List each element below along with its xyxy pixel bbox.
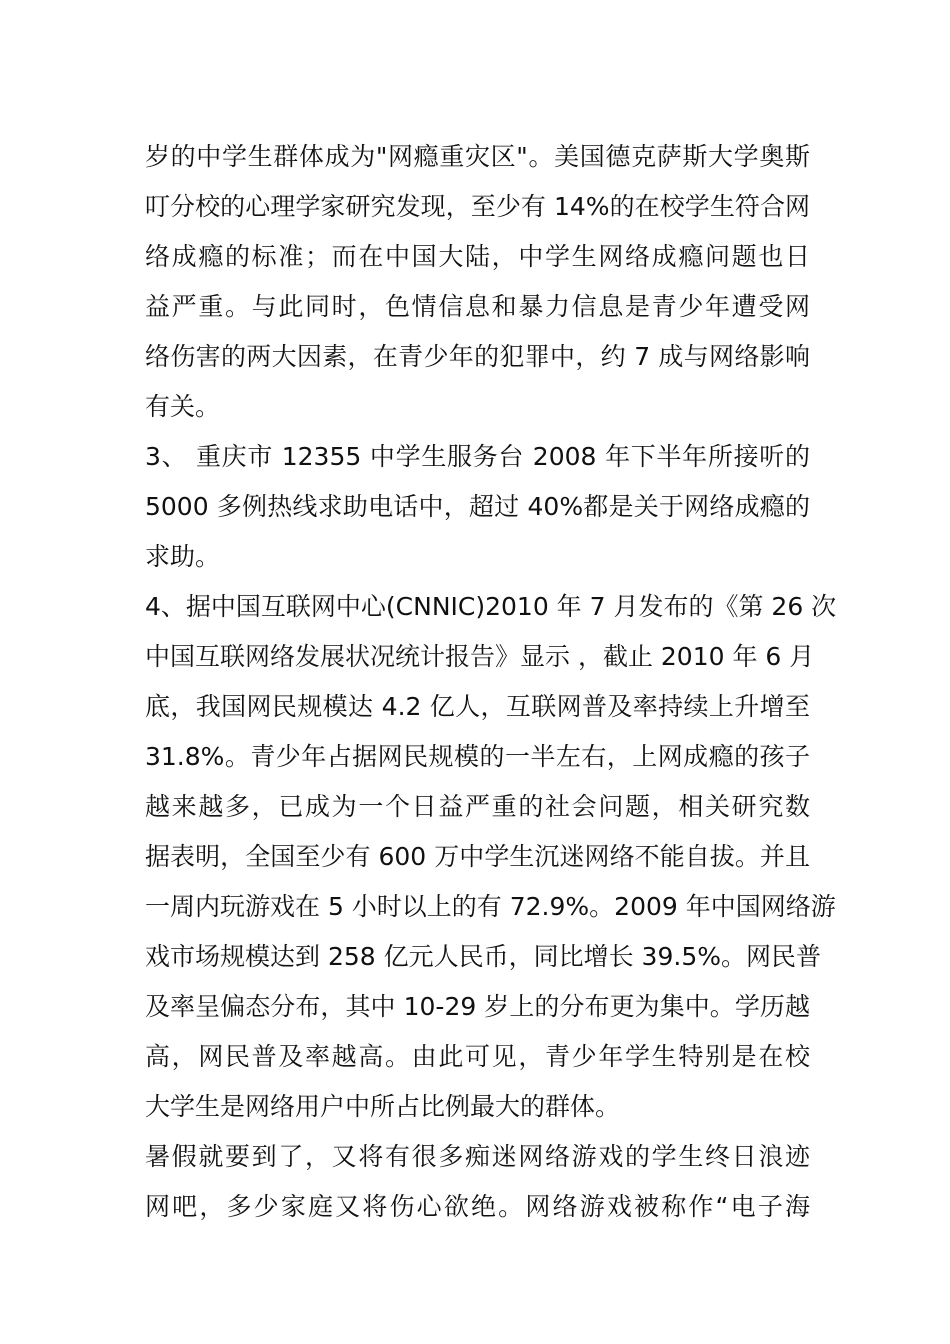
- text-line: 暑假就要到了，又将有很多痴迷网络游戏的学生终日浪迹: [145, 1142, 810, 1171]
- text-line: 4、据中国互联网中心(CNNIC)2010 年 7 月发布的《第 26 次: [145, 592, 837, 621]
- text-line: 络伤害的两大因素，在青少年的犯罪中，约 7 成与网络影响: [145, 342, 810, 371]
- text-line: 一周内玩游戏在 5 小时以上的有 72.9%。2009 年中国网络游: [145, 892, 836, 921]
- text-line: 底，我国网民规模达 4.2 亿人，互联网普及率持续上升增至: [145, 692, 810, 721]
- paragraph: [145, 1132, 810, 1232]
- text-line: 中国互联网络发展状况统计报告》显示 ，截止 2010 年 6 月: [145, 642, 815, 671]
- text-line: 戏市场规模达到 258 亿元人民币，同比增长 39.5%。网民普: [145, 942, 821, 971]
- text-line: 有关。: [145, 392, 221, 421]
- text-line: 叮分校的心理学家研究发现，至少有 14%的在校学生符合网: [145, 192, 810, 221]
- text-line: 据表明，全国至少有 600 万中学生沉迷网络不能自拔。并且: [145, 842, 810, 871]
- text-line: 及率呈偏态分布，其中 10-29 岁上的分布更为集中。学历越: [145, 992, 810, 1021]
- text-line: 益严重。与此同时，色情信息和暴力信息是青少年遭受网: [145, 292, 810, 321]
- text-line: 3、 重庆市 12355 中学生服务台 2008 年下半年所接听的: [145, 442, 810, 471]
- text-line: 高，网民普及率越高。由此可见，青少年学生特别是在校: [145, 1042, 810, 1071]
- text-line: 岁的中学生群体成为"网瘾重灾区"。美国德克萨斯大学奥斯: [145, 142, 810, 171]
- text-line: 求助。: [145, 542, 221, 571]
- text-line: 络成瘾的标准；而在中国大陆，中学生网络成瘾问题也日: [145, 242, 810, 271]
- text-line: 31.8%。青少年占据网民规模的一半左右，上网成瘾的孩子: [145, 742, 810, 771]
- text-line: 越来越多，已成为一个日益严重的社会问题，相关研究数: [145, 792, 810, 821]
- paragraph: [145, 582, 837, 1132]
- text-line: 大学生是网络用户中所占比例最大的群体。: [145, 1092, 621, 1121]
- text-line: 网吧，多少家庭又将伤心欲绝。网络游戏被称作“电子海: [145, 1192, 810, 1221]
- document-body: [145, 132, 837, 1232]
- text-line: 5000 多例热线求助电话中，超过 40%都是关于网络成瘾的: [145, 492, 810, 521]
- paragraph: [145, 132, 810, 432]
- paragraph: [145, 432, 810, 582]
